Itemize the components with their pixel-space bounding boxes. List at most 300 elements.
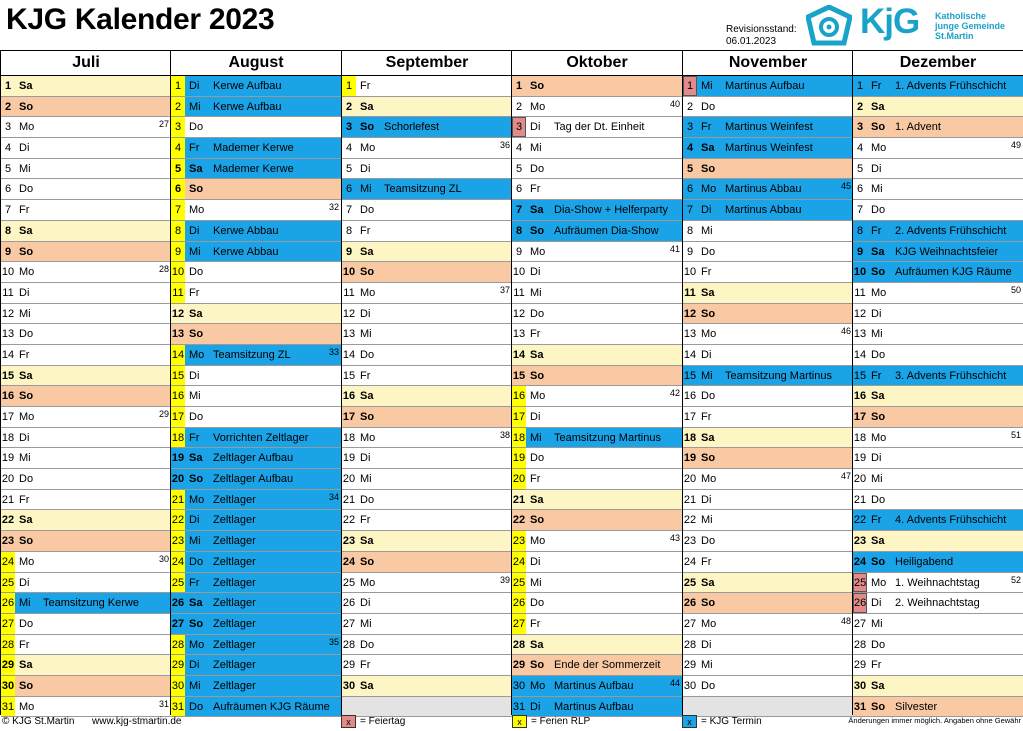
day-row xyxy=(853,510,1023,531)
weekday: Fr xyxy=(189,431,200,444)
weekday: Mi xyxy=(530,576,542,589)
weekday: Sa xyxy=(360,245,374,258)
weekday: Sa xyxy=(19,80,33,92)
day-row xyxy=(683,386,853,407)
weekday: Do xyxy=(189,411,204,423)
day-number: 26 xyxy=(171,597,185,610)
event-label: Zeltlager xyxy=(213,493,256,506)
day-row xyxy=(512,635,682,656)
day-number: 9 xyxy=(171,242,185,262)
event-label: 1. Advent xyxy=(895,121,941,134)
day-row xyxy=(342,366,512,387)
day-row xyxy=(342,304,512,325)
event-label: Teamsitzung ZL xyxy=(213,348,291,361)
day-row xyxy=(342,76,512,97)
weekday: Do xyxy=(189,121,204,134)
event-label: 3. Advents Frühschicht xyxy=(895,369,1007,382)
day-number: 16 xyxy=(512,386,526,406)
day-row xyxy=(683,428,853,449)
weekday: Sa xyxy=(701,431,715,444)
weekday: Do xyxy=(530,307,545,320)
day-number: 4 xyxy=(856,142,864,155)
day-row xyxy=(342,448,512,469)
day-row xyxy=(1,200,171,221)
event-label: Tag der Dt. Einheit xyxy=(554,121,645,134)
day-row xyxy=(1,262,171,283)
weekday: So xyxy=(19,100,34,113)
weekday: Sa xyxy=(871,245,885,258)
day-number: 16 xyxy=(853,390,867,403)
day-number: 1 xyxy=(342,76,356,96)
day-number: 31 xyxy=(853,700,867,713)
event-label: Schorlefest xyxy=(384,121,440,134)
day-number: 2 xyxy=(4,100,12,113)
day-row xyxy=(342,345,512,366)
day-row xyxy=(683,469,853,490)
weekday: Mi xyxy=(701,369,713,382)
weekday: Di xyxy=(530,121,541,134)
weekday: Fr xyxy=(360,514,371,527)
day-row xyxy=(171,283,341,304)
day-row xyxy=(1,159,171,180)
weekday: Mo xyxy=(530,390,546,403)
day-row xyxy=(342,117,512,138)
weekday: Do xyxy=(530,597,545,610)
weekday: Fr xyxy=(189,286,200,299)
day-number: 24 xyxy=(1,552,15,572)
weekday: Mi xyxy=(701,80,713,92)
legend-feiertag: = Feiertag xyxy=(360,716,406,727)
day-number: 20 xyxy=(342,473,356,486)
day-row xyxy=(683,324,853,345)
day-row xyxy=(853,97,1023,118)
day-number: 10 xyxy=(342,266,356,279)
day-row xyxy=(342,179,512,200)
day-number: 11 xyxy=(513,286,525,299)
event-label: Teamsitzung Kerwe xyxy=(43,597,139,610)
weekday: Sa xyxy=(871,679,885,692)
day-row xyxy=(1,304,171,325)
weekday: Fr xyxy=(19,638,30,651)
week-number: 48 xyxy=(840,615,851,626)
weekday: Do xyxy=(701,245,716,258)
day-number: 26 xyxy=(342,597,356,610)
weekday: Sa xyxy=(530,348,544,361)
weekday: Fr xyxy=(19,493,30,506)
day-number: 24 xyxy=(342,555,356,568)
weekday: Di xyxy=(701,348,712,361)
weekday: So xyxy=(360,121,375,134)
day-number: 29 xyxy=(342,659,356,672)
day-number: 6 xyxy=(171,179,185,199)
day-row xyxy=(1,531,171,552)
day-number: 28 xyxy=(1,635,15,655)
day-row xyxy=(853,200,1023,221)
day-number: 2 xyxy=(686,100,694,113)
weekday: Fr xyxy=(360,659,371,672)
weekday: Fr xyxy=(871,514,882,527)
day-row xyxy=(171,76,341,97)
weekday: So xyxy=(701,452,716,465)
event-label: 4. Advents Frühschicht xyxy=(895,514,1007,527)
day-number: 21 xyxy=(853,493,867,506)
weekday: Mo xyxy=(360,286,376,299)
weekday: Mi xyxy=(19,162,31,175)
event-label: Martinus Abbau xyxy=(725,183,802,196)
day-number: 8 xyxy=(856,224,864,237)
day-row xyxy=(512,676,682,697)
day-number: 18 xyxy=(683,431,697,444)
day-row xyxy=(342,593,512,614)
day-row xyxy=(512,573,682,594)
day-number: 17 xyxy=(683,411,697,423)
day-number: 29 xyxy=(853,659,867,672)
day-number: 13 xyxy=(342,328,356,341)
weekday: Di xyxy=(701,204,712,217)
day-row xyxy=(512,655,682,676)
weekday: Sa xyxy=(189,162,203,175)
week-number: 30 xyxy=(158,553,169,564)
weekday: So xyxy=(19,679,34,692)
weekday: Do xyxy=(701,100,716,113)
footer-url[interactable]: www.kjg-stmartin.de xyxy=(92,716,182,727)
day-row xyxy=(512,407,682,428)
day-row xyxy=(512,117,682,138)
weekday: Do xyxy=(360,204,375,217)
event-label: Vorrichten Zeltlager xyxy=(213,431,309,444)
day-row xyxy=(171,510,341,531)
day-number: 9 xyxy=(4,245,12,258)
weekday: Di xyxy=(871,162,882,175)
weekday: Do xyxy=(530,162,545,175)
day-number: 9 xyxy=(856,245,864,258)
day-number: 5 xyxy=(515,162,523,175)
weekday: So xyxy=(360,555,375,568)
event-label: Aufräumen KJG Räume xyxy=(895,266,1012,279)
day-row xyxy=(512,428,682,449)
weekday: Di xyxy=(871,597,882,610)
day-row xyxy=(853,304,1023,325)
event-label: Zeltlager xyxy=(213,514,256,527)
weekday: Sa xyxy=(19,224,33,237)
weekday: Mo xyxy=(871,286,887,299)
day-number: 28 xyxy=(683,638,697,651)
day-number: 30 xyxy=(853,679,867,692)
day-row xyxy=(683,655,853,676)
day-row xyxy=(683,117,853,138)
day-number: 16 xyxy=(1,390,15,403)
day-number: 5 xyxy=(171,159,185,179)
day-number: 14 xyxy=(171,345,185,365)
month-column-august xyxy=(170,51,341,715)
weekday: Di xyxy=(19,286,30,299)
day-number: 1 xyxy=(856,80,864,92)
day-row xyxy=(683,262,853,283)
event-label: Dia-Show + Helferparty xyxy=(554,204,669,217)
day-row xyxy=(683,159,853,180)
weekday: Sa xyxy=(701,286,715,299)
day-number: 10 xyxy=(1,266,15,279)
day-number: 4 xyxy=(515,142,523,155)
day-number: 15 xyxy=(853,369,867,382)
event-label: Kerwe Aufbau xyxy=(213,80,282,92)
weekday: Do xyxy=(360,638,375,651)
event-label: Kerwe Aufbau xyxy=(213,100,282,113)
weekday: Mo xyxy=(19,266,35,279)
day-row xyxy=(342,386,512,407)
day-number: 6 xyxy=(515,183,523,196)
day-row xyxy=(683,490,853,511)
week-number: 46 xyxy=(840,326,851,337)
weekday: So xyxy=(530,224,545,237)
weekday: Mo xyxy=(871,576,887,589)
day-number: 25 xyxy=(683,576,697,589)
week-number: 47 xyxy=(840,471,851,482)
day-number: 9 xyxy=(345,245,353,258)
day-row xyxy=(342,676,512,697)
event-label: Martinus Aufbau xyxy=(725,80,805,92)
day-row xyxy=(683,366,853,387)
day-number: 31 xyxy=(512,700,526,713)
event-label: Mademer Kerwe xyxy=(213,142,294,155)
logo-brand: KjG xyxy=(860,2,920,41)
weekday: So xyxy=(189,617,204,630)
weekday: Fr xyxy=(530,183,541,196)
day-number: 13 xyxy=(512,328,526,341)
weekday: Fr xyxy=(701,555,712,568)
weekday: So xyxy=(871,555,886,568)
day-number: 13 xyxy=(853,328,867,341)
day-row xyxy=(342,407,512,428)
day-row xyxy=(853,676,1023,697)
event-label: 1. Advents Frühschicht xyxy=(895,80,1007,92)
weekday: Do xyxy=(19,617,34,630)
weekday: Sa xyxy=(871,390,885,403)
day-number: 17 xyxy=(171,407,185,427)
day-number: 13 xyxy=(1,328,15,341)
weekday: Sa xyxy=(360,390,374,403)
day-row xyxy=(853,221,1023,242)
weekday: Mo xyxy=(360,431,376,444)
weekday: So xyxy=(701,307,716,320)
day-row xyxy=(853,159,1023,180)
day-row xyxy=(512,386,682,407)
week-number: 32 xyxy=(328,202,339,213)
day-row xyxy=(512,448,682,469)
revision-date: 06.01.2023 xyxy=(726,36,777,47)
day-row xyxy=(512,469,682,490)
day-row xyxy=(171,386,341,407)
day-number: 10 xyxy=(512,266,526,279)
day-row xyxy=(1,97,171,118)
weekday: So xyxy=(189,473,204,486)
week-number: 40 xyxy=(669,98,680,109)
weekday: So xyxy=(360,411,375,423)
day-row xyxy=(683,242,853,263)
weekday: Sa xyxy=(530,204,544,217)
day-number: 10 xyxy=(171,262,185,282)
day-number: 30 xyxy=(171,676,185,696)
day-number: 29 xyxy=(512,659,526,672)
day-number: 19 xyxy=(1,452,15,465)
event-label: Zeltlager xyxy=(213,576,256,589)
day-row xyxy=(1,138,171,159)
day-row xyxy=(683,138,853,159)
week-number: 50 xyxy=(1010,284,1021,295)
weekday: Mo xyxy=(530,535,546,548)
weekday: Mi xyxy=(701,514,713,527)
legend-ferien-swatch: x xyxy=(512,715,527,728)
day-number: 26 xyxy=(512,593,526,613)
day-number: 21 xyxy=(683,493,697,506)
day-number: 11 xyxy=(684,286,696,299)
footer-note: Änderungen immer möglich. Angaben ohne Gewähr xyxy=(848,716,1021,725)
day-row xyxy=(683,221,853,242)
weekday: Sa xyxy=(871,100,885,113)
day-row xyxy=(853,138,1023,159)
week-number: 49 xyxy=(1010,140,1021,151)
day-number: 27 xyxy=(853,617,867,630)
day-row xyxy=(342,428,512,449)
day-row xyxy=(683,283,853,304)
day-row xyxy=(512,366,682,387)
weekday: Di xyxy=(19,576,30,589)
day-row xyxy=(1,76,171,97)
week-number: 52 xyxy=(1010,574,1021,585)
weekday: Sa xyxy=(360,679,374,692)
weekday: Di xyxy=(530,555,541,568)
weekday: Sa xyxy=(19,659,33,672)
day-row xyxy=(512,614,682,635)
weekday: Fr xyxy=(701,266,712,279)
legend-ferien: = Ferien RLP xyxy=(531,716,591,727)
weekday: Fr xyxy=(701,411,712,423)
day-row xyxy=(1,386,171,407)
weekday: Di xyxy=(871,307,882,320)
weekday: Sa xyxy=(189,452,203,465)
day-number: 29 xyxy=(171,655,185,675)
day-row xyxy=(171,345,341,366)
logo-line-1: Katholische xyxy=(935,11,987,21)
week-number: 42 xyxy=(669,388,680,399)
day-number: 14 xyxy=(512,348,526,361)
day-row xyxy=(342,283,512,304)
week-number: 35 xyxy=(328,636,339,647)
weekday: Do xyxy=(871,204,886,217)
day-row xyxy=(853,407,1023,428)
day-row xyxy=(1,469,171,490)
day-row xyxy=(1,635,171,656)
weekday: Mo xyxy=(189,348,205,361)
day-row xyxy=(171,614,341,635)
weekday: Fr xyxy=(189,576,200,589)
day-row xyxy=(171,200,341,221)
day-number: 7 xyxy=(856,204,864,217)
day-row xyxy=(512,221,682,242)
weekday: So xyxy=(871,411,886,423)
weekday: Mi xyxy=(701,224,713,237)
day-number: 22 xyxy=(1,514,15,527)
weekday: Do xyxy=(871,493,886,506)
weekday: Do xyxy=(871,348,886,361)
weekday: Mo xyxy=(701,473,717,486)
day-number: 15 xyxy=(683,369,697,382)
weekday: So xyxy=(530,80,545,92)
day-number: 25 xyxy=(1,573,15,593)
day-row xyxy=(171,159,341,180)
weekday: Mo xyxy=(189,638,205,651)
day-number: 13 xyxy=(683,328,697,341)
day-row xyxy=(342,159,512,180)
week-number: 38 xyxy=(499,429,510,440)
day-number: 6 xyxy=(345,183,353,196)
day-row xyxy=(683,200,853,221)
weekday: Mi xyxy=(189,679,201,692)
day-number: 28 xyxy=(512,638,526,651)
event-label: Teamsitzung Martinus xyxy=(554,431,661,444)
day-row xyxy=(512,324,682,345)
day-number: 28 xyxy=(853,638,867,651)
day-number: 3 xyxy=(512,117,526,137)
day-number: 5 xyxy=(4,162,12,175)
month-header: September xyxy=(342,51,512,76)
week-number: 34 xyxy=(328,491,339,502)
day-number: 12 xyxy=(1,307,15,320)
weekday: Di xyxy=(189,369,200,382)
day-row xyxy=(1,448,171,469)
weekday: Fr xyxy=(871,80,882,92)
day-number: 16 xyxy=(171,386,185,406)
day-row xyxy=(1,221,171,242)
day-row xyxy=(1,573,171,594)
day-row xyxy=(683,614,853,635)
day-row xyxy=(171,117,341,138)
weekday: Mi xyxy=(360,473,372,486)
weekday: Do xyxy=(189,266,204,279)
weekday: Mo xyxy=(530,100,546,113)
event-label: KJG Weihnachtsfeier xyxy=(895,245,999,258)
day-row xyxy=(1,242,171,263)
day-number: 4 xyxy=(686,142,694,155)
day-row xyxy=(512,510,682,531)
event-label: Aufräumen KJG Räume xyxy=(213,700,330,713)
day-number: 18 xyxy=(1,431,15,444)
day-row xyxy=(342,469,512,490)
weekday: Sa xyxy=(19,514,33,527)
week-number: 45 xyxy=(840,181,851,192)
day-row xyxy=(853,262,1023,283)
weekday: Sa xyxy=(360,100,374,113)
day-number: 17 xyxy=(512,407,526,427)
day-number: 23 xyxy=(342,535,356,548)
day-number: 10 xyxy=(853,266,867,279)
month-header: Oktober xyxy=(512,51,682,76)
weekday: Fr xyxy=(871,369,882,382)
weekday: Mo xyxy=(701,617,717,630)
day-number: 21 xyxy=(512,493,526,506)
weekday: Sa xyxy=(189,307,203,320)
day-number: 28 xyxy=(171,635,185,655)
day-row xyxy=(1,614,171,635)
weekday: Mi xyxy=(189,535,201,548)
weekday: Di xyxy=(189,80,200,92)
day-number: 15 xyxy=(171,366,185,386)
day-row xyxy=(853,283,1023,304)
day-row xyxy=(512,490,682,511)
day-number: 3 xyxy=(345,121,353,134)
weekday: Fr xyxy=(189,142,200,155)
day-number: 15 xyxy=(512,369,526,382)
